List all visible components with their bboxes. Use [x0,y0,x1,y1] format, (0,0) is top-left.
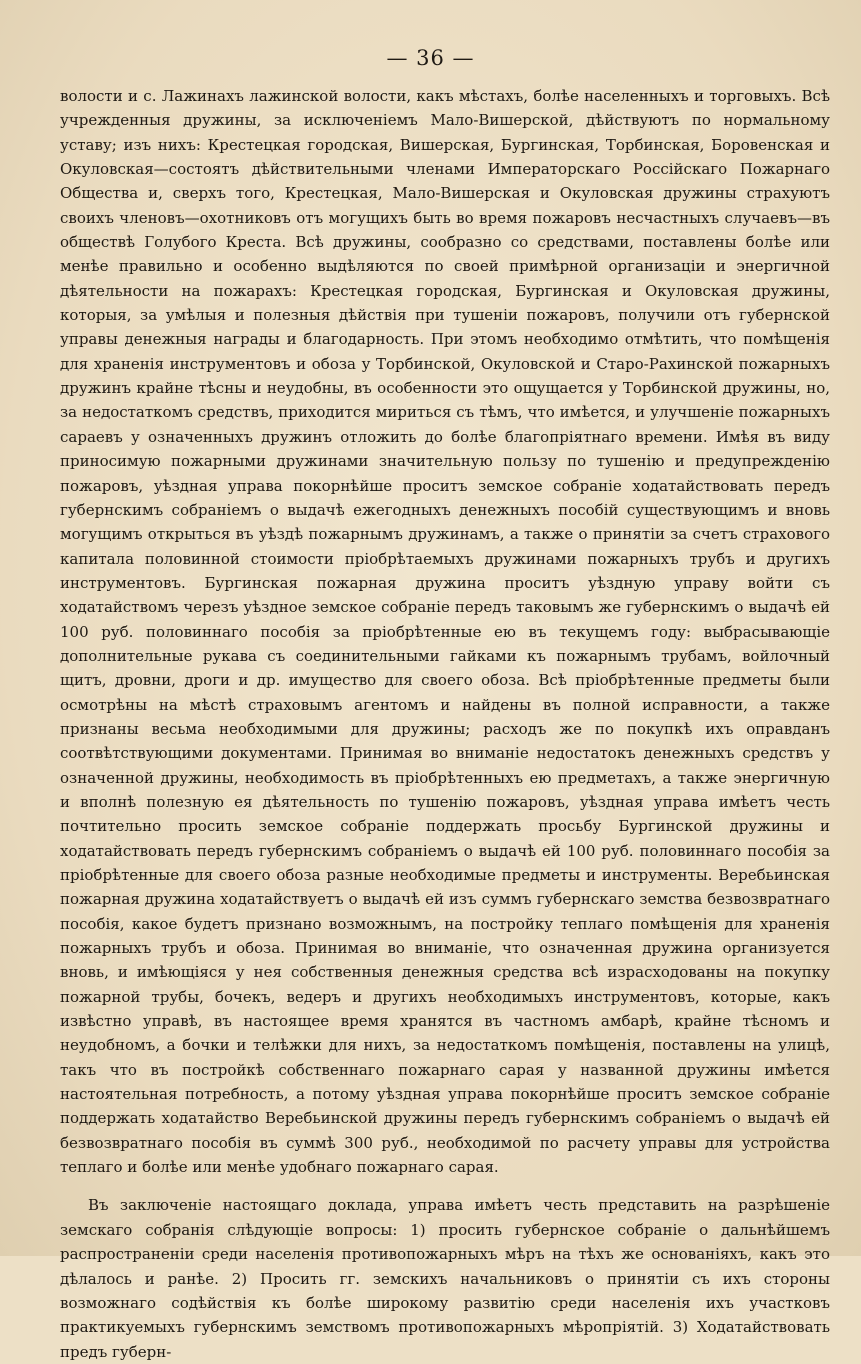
paragraph-1: волости и с. Лажинахъ лажинской волости, какъ мѣстахъ, болѣе населенныхъ и торговыхъ. Всѣ учрежденныя дружины, за исключеніемъ Мало-Вишерской, дѣйствуютъ по нормальному уставу; изъ нихъ: Крестецкая городская, Вишерская, Бургинская, Торбинская, Боровенская и Окуловская—состоятъ дѣйствительными членами Императорскаго Россійскаго Пожарнаго Общества и, сверхъ того, Крестецкая, Мало-Вишерская и Окуловская дружины страхуютъ своихъ членовъ—охотниковъ отъ могущихъ быть во время пожаровъ несчастныхъ случаевъ—въ обществѣ Голубого Креста. Всѣ дружины, сообразно со средствами, поставлены болѣе или менѣе правильно и особенно выдѣляются по своей примѣрной организаціи и энергичной дѣятельности на пожарахъ: Крестецкая городская, Бургинская и Окуловская дружины, которыя, за умѣлыя и полезныя дѣйствія при тушеніи пожаровъ, получили отъ губернской управы денежныя награды и благодарность. При этомъ необходимо отмѣтить, что помѣщенія для храненія инструментовъ и обоза у Торбинской, Окуловской и Старо-Рахинской пожарныхъ дружинъ крайне тѣсны и неудобны, въ особенности это ощущается у Торбинской дружины, но, за недостаткомъ средствъ, приходится мириться съ тѣмъ, что имѣется, и улучшеніе пожарныхъ сараевъ у означенныхъ дружинъ отложить до болѣе благопріятнаго времени. Имѣя въ виду приносимую пожарными дружинами значительную пользу по тушенію и предупрежденію пожаровъ, уѣздная управа покорнѣйше проситъ земское собраніе ходатайствовать передъ губернскимъ собраніемъ о выдачѣ ежегодныхъ денежныхъ пособій существующимъ и вновь могущимъ открыться въ уѣздѣ пожарнымъ дружинамъ, а также о принятіи за счетъ страхового капитала половинной стоимости пріобрѣтаемыхъ дружинами пожарныхъ трубъ и другихъ инструментовъ. Бургинская пожарная дружина проситъ уѣздную управу войти съ ходатайствомъ черезъ уѣздное земское собраніе передъ таковымъ же губернскимъ о выдачѣ ей 100 руб. половиннаго пособія за пріобрѣтенные ею въ текущемъ году: выбрасывающіе дополнительные рукава съ соединительными гайками къ пожарнымъ трубамъ, войлочный щитъ, дровни, дроги и др. имущество для своего обоза. Всѣ пріобрѣтенные предметы были осмотрѣны на мѣстѣ страховымъ агентомъ и найдены въ полной исправности, а также признаны весьма необходимыми для дружины; расходъ же по покупкѣ ихъ оправданъ соотвѣтствующими документами. Принимая во вниманіе недостатокъ денежныхъ средствъ у означенной дружины, необходимость въ пріобрѣтенныхъ ею предметахъ, а также энергичную и вполнѣ полезную ея дѣятельность по тушенію пожаровъ, уѣздная управа имѣетъ честь почтительно просить земское собраніе поддержать просьбу Бургинской дружины и ходатайствовать передъ губернскимъ собраніемъ о выдачѣ ей 100 руб. половиннаго пособія за пріобрѣтенные для своего обоза разные необходимые предметы и инструменты. Веребьинская пожарная дружина ходатайствуетъ о выдачѣ ей изъ суммъ губернскаго земства безвозвратнаго пособія, какое будетъ признано возможнымъ, на постройку теплаго помѣщенія для храненія пожарныхъ трубъ и обоза. Принимая во вниманіе, что означенная дружина организуется вновь, и имѣющіяся у нея собственныя денежныя средства всѣ израсходованы на покупку пожарной трубы, бочекъ, ведеръ и другихъ необходимыхъ инструментовъ, которые, какъ извѣстно управѣ, въ настоящее время хранятся въ частномъ амбарѣ, крайне тѣсномъ и неудобномъ, а бочки и телѣжки для нихъ, за недостаткомъ помѣщенія, поставлены на улицѣ, такъ что въ постройкѣ собственнаго пожарнаго сарая у названной дружины имѣется настоятельная потребность, а потому уѣздная управа покорнѣйше проситъ земское собраніе поддержать ходатайство Веребьинской дружины передъ губернскимъ собраніемъ о выдачѣ ей безвозвратнаго пособія въ суммѣ 300 руб., необходимой по расчету управы для устройства теплаго и болѣе или менѣе удобнаго пожарнаго сарая. [60,87,830,1177]
document-body [60,84,830,1364]
paragraph-2: Въ заключеніе настоящаго доклада, управа имѣетъ честь представить на разрѣшеніе земскаго собранія слѣдующіе вопросы: 1) просить губернское собраніе о дальнѣйшемъ распространеніи среди населенія противопожарныхъ мѣръ на тѣхъ же основаніяхъ, какъ это дѣлалось и ранѣе. 2) Просить гг. земскихъ начальниковъ о принятіи съ ихъ стороны возможнаго содѣйствія къ болѣе широкому развитію среди населенія ихъ участковъ практикуемыхъ губернскимъ земствомъ противопожарныхъ мѣропріятій. 3) Ходатайствовать предъ губерн- [60,1196,830,1361]
page-number: — 36 — [386,46,475,70]
